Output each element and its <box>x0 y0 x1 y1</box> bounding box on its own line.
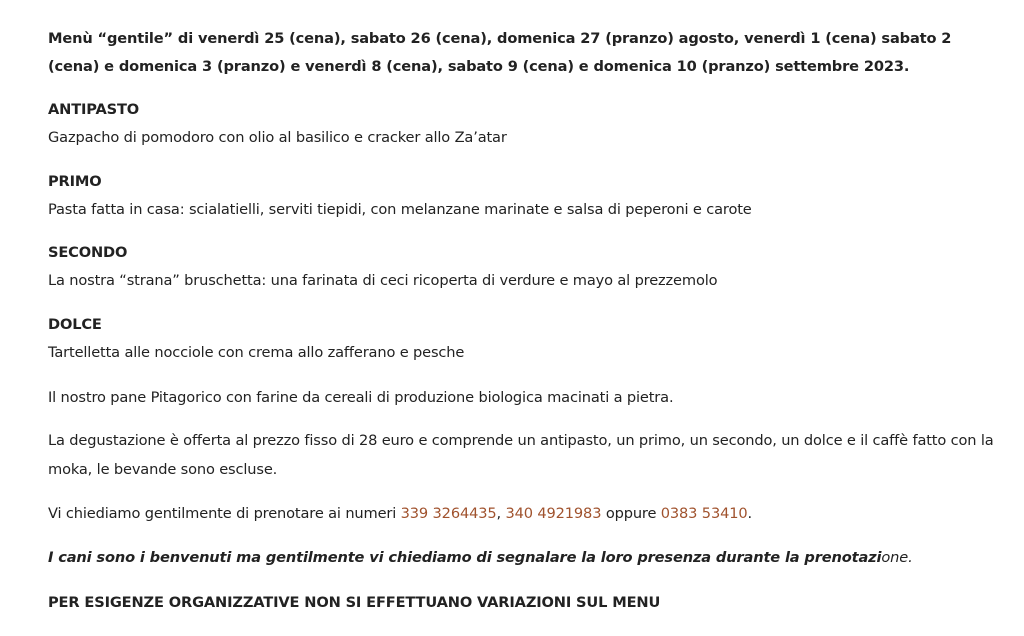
booking-note <box>48 499 998 528</box>
course-dolce <box>48 311 1008 367</box>
course-heading: PRIMO <box>48 173 102 190</box>
course-antipasto <box>48 96 1008 152</box>
course-description: Gazpacho di pomodoro con olio al basilico e cracker allo Za’atar <box>48 129 507 146</box>
course-secondo <box>48 239 1008 295</box>
course-heading: DOLCE <box>48 316 102 333</box>
booking-suffix: . <box>747 505 752 522</box>
course-heading: SECONDO <box>48 244 128 261</box>
course-description: La nostra “strana” bruschetta: una farinata di ceci ricoperta di verdure e mayo al prezzemolo <box>48 272 718 289</box>
dogs-note-normal: one. <box>881 549 913 566</box>
bread-note: Il nostro pane Pitagorico con farine da cereali di produzione biologica macinati a pietra. <box>48 389 674 406</box>
phone-link-2[interactable]: 340 4921983 <box>505 505 602 522</box>
dogs-note <box>48 543 998 572</box>
course-heading: ANTIPASTO <box>48 101 140 118</box>
phone-link-1[interactable]: 339 3264435 <box>400 505 497 522</box>
dogs-note-bold: I cani sono i benvenuti ma gentilmente vi chiediamo di segnalare la loro presenza durante la prenotazi <box>48 549 882 566</box>
no-variations-notice: PER ESIGENZE ORGANIZZATIVE NON SI EFFETTUANO VARIAZIONI SUL MENU <box>48 594 661 611</box>
phone-link-3[interactable]: 0383 53410 <box>660 505 748 522</box>
price-note: La degustazione è offerta al prezzo fisso di 28 euro e comprende un antipasto, un primo, un secondo, un dolce e il caffè fatto con la moka, le bevande sono escluse. <box>48 432 994 478</box>
booking-separator: , <box>496 505 506 522</box>
course-description: Tartelletta alle nocciole con crema allo zafferano e pesche <box>48 344 465 361</box>
booking-separator: oppure <box>601 505 661 522</box>
course-primo <box>48 168 1008 224</box>
course-description: Pasta fatta in casa: scialatielli, serviti tiepidi, con melanzane marinate e salsa di peperoni e carote <box>48 201 752 218</box>
booking-prefix: Vi chiediamo gentilmente di prenotare ai numeri <box>48 505 401 522</box>
menu-intro: Menù “gentile” di venerdì 25 (cena), sabato 26 (cena), domenica 27 (pranzo) agosto, venerdì 1 (cena) sabato 2 (cena) e domenica 3 (pranzo) e venerdì 8 (cena), sabato 9 (cena) e domenica 10 (pranzo) settembre 2023. <box>48 30 952 75</box>
